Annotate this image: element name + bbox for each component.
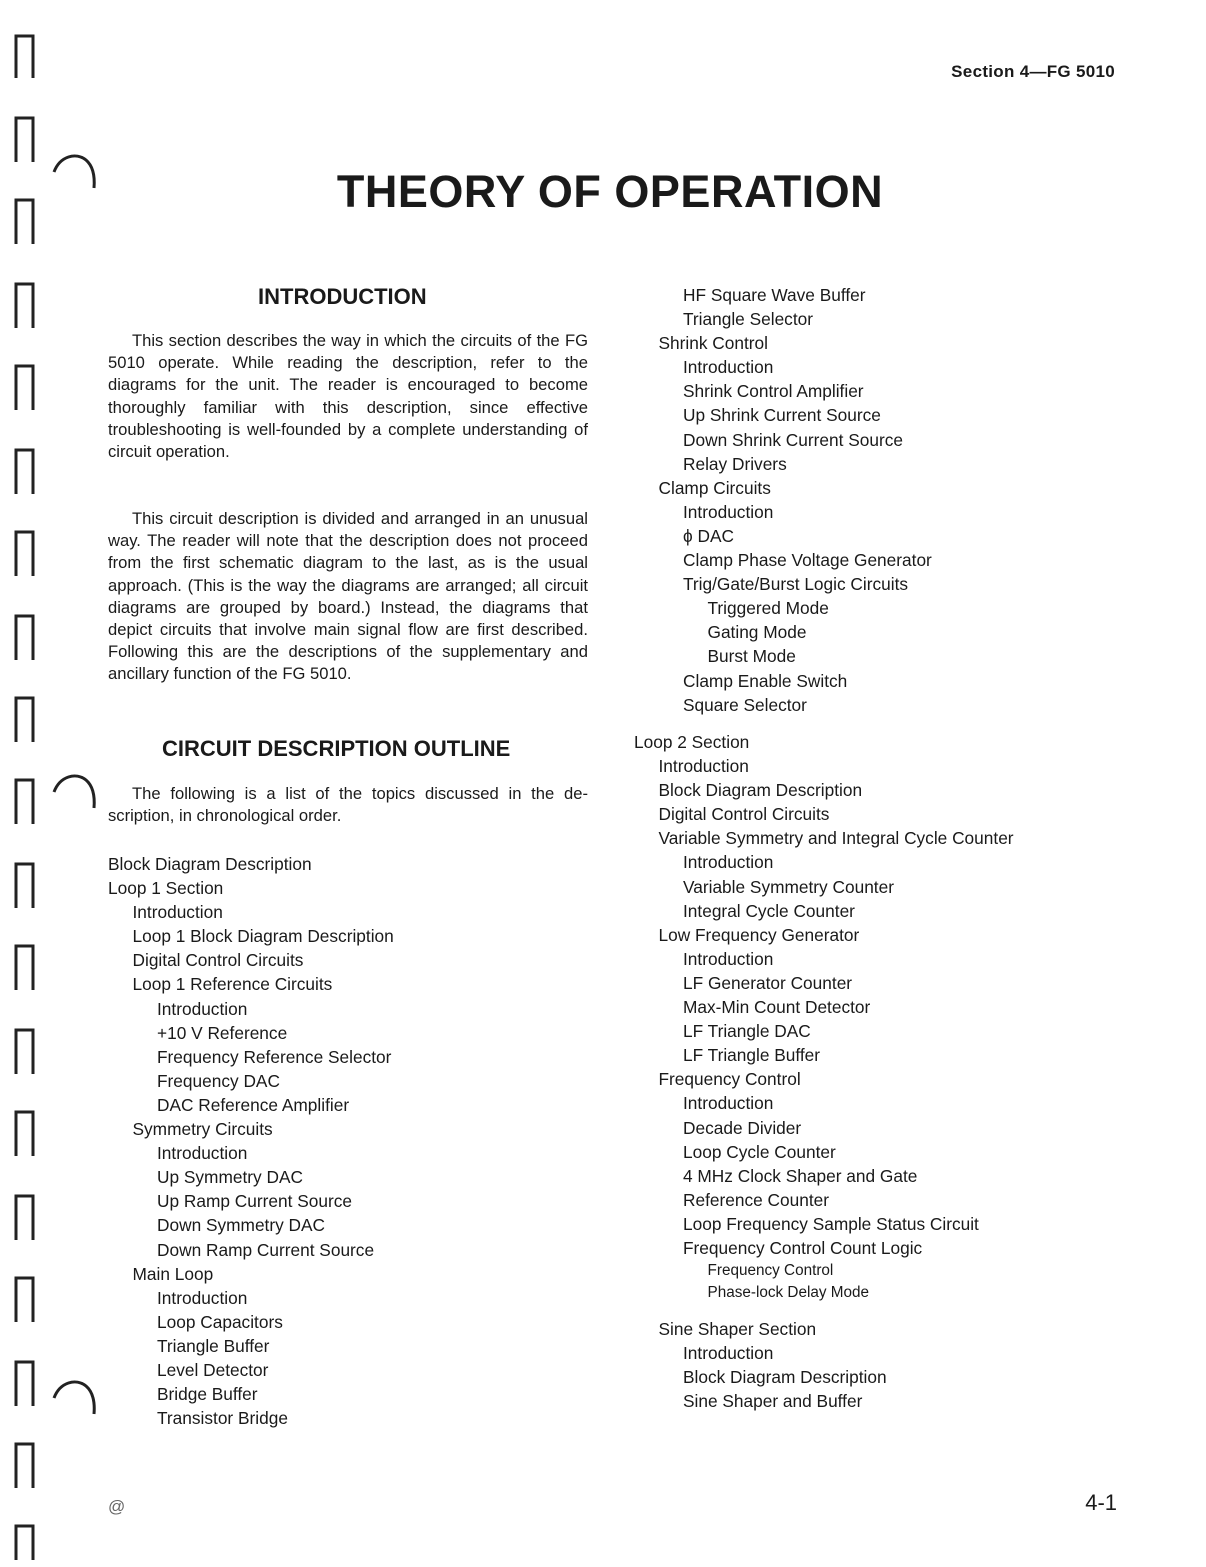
outline-item: Loop 2 Section xyxy=(634,732,750,752)
outline-item: Down Shrink Current Source xyxy=(683,429,903,450)
outline-item: Clamp Circuits xyxy=(658,477,771,498)
outline-item: Frequency Control xyxy=(658,1069,801,1090)
outline-item: Introduction xyxy=(683,1343,774,1364)
outline-item: Shrink Control Amplifier xyxy=(683,381,864,402)
outline-item: Up Shrink Current Source xyxy=(683,405,881,426)
outline-item: Integral Cycle Counter xyxy=(683,900,855,921)
outline-item: Loop Capacitors xyxy=(157,1311,283,1332)
outline-item: Transistor Bridge xyxy=(157,1408,288,1429)
outline-item: Loop Cycle Counter xyxy=(683,1141,836,1162)
outline-list-right-1 xyxy=(634,283,932,717)
outline-item: Trig/Gate/Burst Logic Circuits xyxy=(683,574,909,595)
outline-item: Level Detector xyxy=(157,1359,269,1380)
outline-heading: CIRCUIT DESCRIPTION OUTLINE xyxy=(162,736,511,761)
outline-intro-paragraph: The following is a list of the topics discussed in the description, in chronological order. xyxy=(108,784,588,826)
binder-margin-artifacts xyxy=(0,0,110,1567)
outline-item: Block Diagram Description xyxy=(683,1367,887,1388)
outline-item: Frequency DAC xyxy=(157,1070,280,1091)
outline-item: Introduction xyxy=(683,852,774,873)
outline-item: Introduction xyxy=(683,501,774,522)
outline-item: Loop 1 Block Diagram Description xyxy=(132,926,394,947)
outline-item: Down Ramp Current Source xyxy=(157,1239,375,1260)
outline-item: +10 V Reference xyxy=(157,1022,288,1043)
page-number: 4-1 xyxy=(1085,1490,1117,1515)
outline-item: Loop 1 Reference Circuits xyxy=(132,974,333,995)
outline-item: ϕ DAC xyxy=(683,525,734,546)
outline-item: Digital Control Circuits xyxy=(132,950,304,971)
outline-item: Variable Symmetry Counter xyxy=(683,876,894,897)
outline-item: LF Triangle Buffer xyxy=(683,1045,821,1066)
outline-list-left xyxy=(108,852,394,1430)
outline-item: Introduction xyxy=(157,1143,248,1164)
outline-item: Sine Shaper and Buffer xyxy=(683,1391,863,1412)
outline-item: Decade Divider xyxy=(683,1117,802,1138)
outline-item: Symmetry Circuits xyxy=(132,1119,273,1140)
outline-item: Triangle Selector xyxy=(683,309,813,330)
intro-paragraph-2: This circuit description is divided and arranged in an unusual way. The reader will note that the description does not proceed from the first schematic diagram to the last, as is the usual approach. (This is the way the diagrams are arranged; all circuit diagrams are grouped by board.) Instead, the diagrams that depict circuits that involve main signal flow are first described. Following this are the descriptions of the supplementary and ancillary function of the FG 5010. xyxy=(108,509,588,684)
outline-item: LF Generator Counter xyxy=(683,972,853,993)
outline-item: LF Triangle DAC xyxy=(683,1021,811,1042)
outline-item: Block Diagram Description xyxy=(108,854,312,874)
outline-item: Max-Min Count Detector xyxy=(683,997,871,1018)
outline-item: Frequency Reference Selector xyxy=(157,1046,392,1067)
outline-list-right-2 xyxy=(634,730,1014,1304)
outline-item: Loop Frequency Sample Status Circuit xyxy=(683,1213,979,1234)
section-header: Section 4—FG 5010 xyxy=(951,62,1115,81)
outline-item: Triggered Mode xyxy=(707,598,829,619)
outline-item: Phase-lock Delay Mode xyxy=(707,1284,870,1302)
outline-item: Main Loop xyxy=(132,1263,214,1284)
outline-item: Introduction xyxy=(683,1093,774,1114)
outline-item: Introduction xyxy=(683,357,774,378)
outline-item: Block Diagram Description xyxy=(658,780,863,801)
outline-item: Gating Mode xyxy=(707,622,807,643)
outline-item: Triangle Buffer xyxy=(157,1335,270,1356)
outline-item: Clamp Enable Switch xyxy=(683,670,848,691)
outline-item: HF Square Wave Buffer xyxy=(683,285,866,305)
introduction-heading: INTRODUCTION xyxy=(258,284,427,309)
outline-item: Square Selector xyxy=(683,694,807,715)
outline-item: Down Symmetry DAC xyxy=(157,1215,326,1236)
outline-item: Variable Symmetry and Integral Cycle Counter xyxy=(658,828,1014,849)
outline-item: Bridge Buffer xyxy=(157,1384,258,1405)
outline-item: Introduction xyxy=(132,902,223,923)
outline-list-right-3 xyxy=(634,1317,887,1413)
outline-item: 4 MHz Clock Shaper and Gate xyxy=(683,1165,918,1186)
outline-item: Introduction xyxy=(157,1287,248,1308)
outline-item: Low Frequency Generator xyxy=(658,924,860,945)
outline-item: DAC Reference Amplifier xyxy=(157,1094,350,1115)
outline-item: Frequency Control Count Logic xyxy=(683,1237,923,1258)
outline-item: Up Ramp Current Source xyxy=(157,1191,352,1212)
outline-item: Introduction xyxy=(157,998,248,1019)
intro-paragraph-1: This section describes the way in which the circuits of the FG 5010 operate. While reading the description, refer to the diagrams for the unit. The reader is encouraged to become thoroughly familiar with this description, since effective troubleshooting is well-founded by a complete understanding of circuit operation. xyxy=(108,331,588,462)
outline-item: Frequency Control xyxy=(707,1262,834,1280)
outline-item: Up Symmetry DAC xyxy=(157,1167,303,1188)
page-title: THEORY OF OPERATION xyxy=(336,166,884,217)
outline-item: Relay Drivers xyxy=(683,453,787,474)
outline-item: Introduction xyxy=(658,756,749,777)
outline-item: Burst Mode xyxy=(707,646,796,667)
outline-item: Clamp Phase Voltage Generator xyxy=(683,550,932,571)
outline-item: Digital Control Circuits xyxy=(658,804,830,825)
outline-item: Loop 1 Section xyxy=(108,878,224,899)
footer-mark: @ xyxy=(108,1497,126,1516)
outline-item: Reference Counter xyxy=(683,1189,830,1210)
outline-item: Shrink Control xyxy=(658,333,768,354)
outline-item: Sine Shaper Section xyxy=(658,1319,817,1339)
outline-item: Introduction xyxy=(683,948,774,969)
